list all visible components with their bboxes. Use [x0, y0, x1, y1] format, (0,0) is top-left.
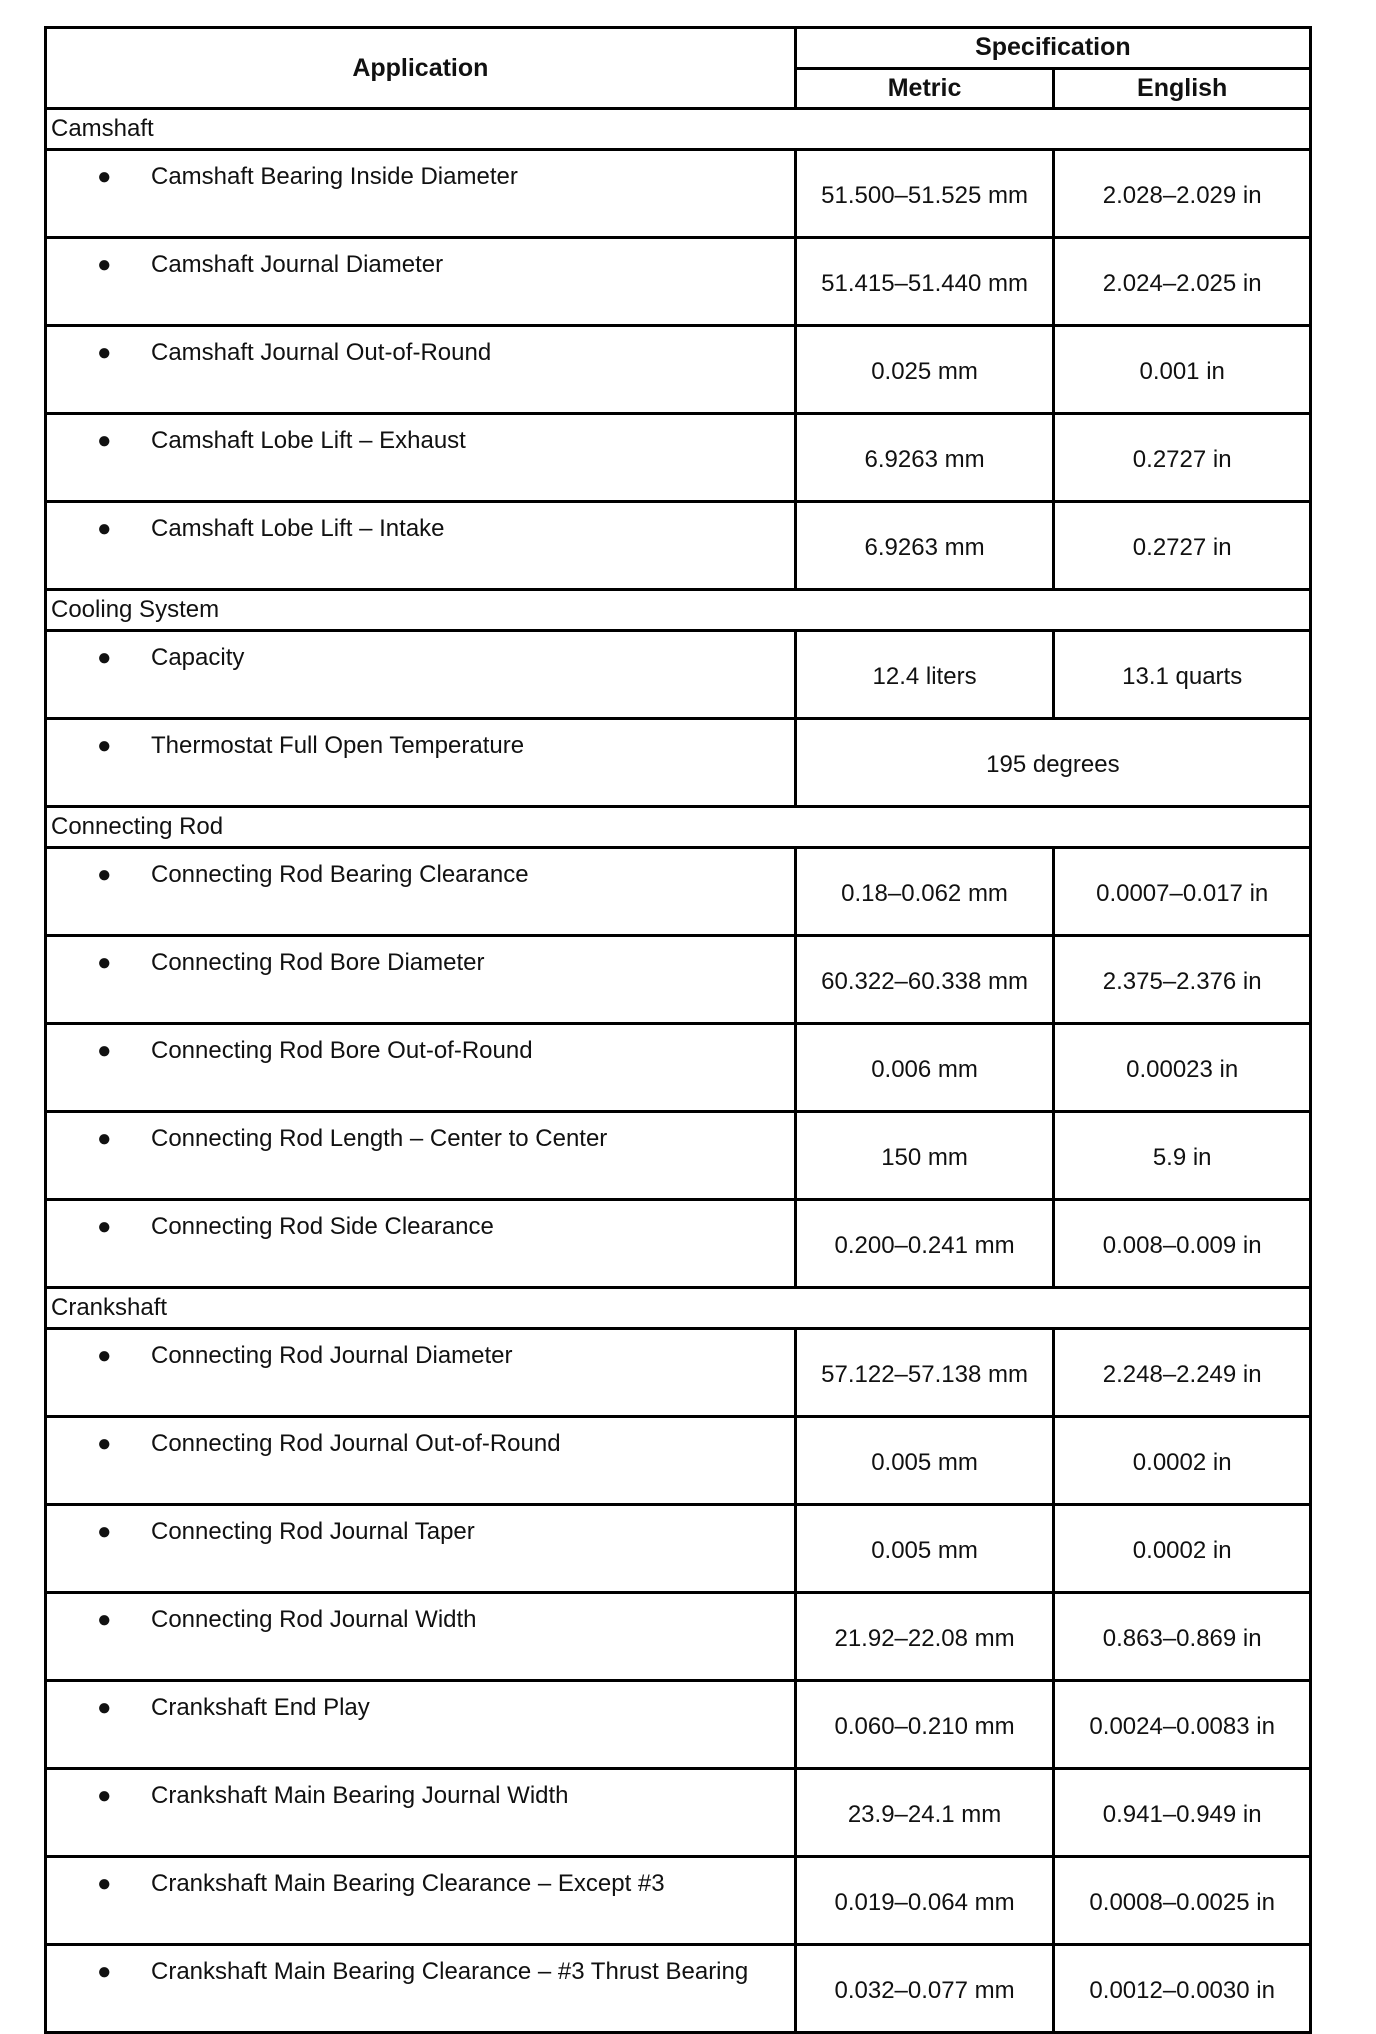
bullet-icon: ● [97, 515, 112, 542]
application-label: Capacity [151, 644, 245, 671]
section-row [46, 109, 1311, 150]
application-label: Camshaft Journal Out-of-Round [151, 339, 492, 366]
application-label: Connecting Rod Journal Taper [151, 1518, 475, 1545]
english-value-cell: 0.001 in [1054, 326, 1311, 414]
bullet-icon: ● [97, 949, 112, 976]
table-row [46, 1945, 1311, 2033]
bullet-icon: ● [97, 1782, 112, 1809]
english-value-cell: 0.0002 in [1054, 1505, 1311, 1593]
table-row [46, 1417, 1311, 1505]
application-label: Connecting Rod Length – Center to Center [151, 1125, 608, 1152]
metric-value-cell: 23.9–24.1 mm [795, 1769, 1054, 1857]
table-row [46, 719, 1311, 807]
table-row [46, 1200, 1311, 1288]
metric-value-cell: 6.9263 mm [795, 414, 1054, 502]
english-value-cell: 0.008–0.009 in [1054, 1200, 1311, 1288]
application-label: Camshaft Journal Diameter [151, 251, 444, 278]
application-label: Thermostat Full Open Temperature [151, 732, 525, 759]
metric-value-cell: 150 mm [795, 1112, 1054, 1200]
bullet-icon: ● [97, 861, 112, 888]
english-value-cell: 2.028–2.029 in [1054, 150, 1311, 238]
english-value-cell: 0.0012–0.0030 in [1054, 1945, 1311, 2033]
bullet-icon: ● [97, 1037, 112, 1064]
section-row [46, 590, 1311, 631]
section-title: Cooling System [46, 590, 1311, 631]
section-row [46, 807, 1311, 848]
application-label: Connecting Rod Bore Diameter [151, 949, 485, 976]
table-row [46, 936, 1311, 1024]
section-title: Connecting Rod [46, 807, 1311, 848]
application-cell [46, 1857, 796, 1945]
metric-value-cell: 6.9263 mm [795, 502, 1054, 590]
application-label: Camshaft Bearing Inside Diameter [151, 163, 518, 190]
english-value-cell: 0.941–0.949 in [1054, 1769, 1311, 1857]
english-value-cell: 0.0008–0.0025 in [1054, 1857, 1311, 1945]
application-label: Connecting Rod Bore Out-of-Round [151, 1037, 533, 1064]
application-cell [46, 1200, 796, 1288]
metric-value-cell: 12.4 liters [795, 631, 1054, 719]
table-row [46, 1112, 1311, 1200]
section-title: Crankshaft [46, 1288, 1311, 1329]
table-row [46, 1329, 1311, 1417]
bullet-icon: ● [97, 1518, 112, 1545]
english-value-cell: 13.1 quarts [1054, 631, 1311, 719]
metric-value-cell: 51.415–51.440 mm [795, 238, 1054, 326]
english-value-cell: 0.0002 in [1054, 1417, 1311, 1505]
application-cell [46, 502, 796, 590]
bullet-icon: ● [97, 1213, 112, 1240]
application-cell [46, 1593, 796, 1681]
application-cell [46, 1024, 796, 1112]
application-label: Connecting Rod Journal Out-of-Round [151, 1430, 561, 1457]
table-row [46, 1769, 1311, 1857]
table-header [46, 28, 1311, 109]
metric-header: Metric [795, 68, 1054, 109]
application-label: Connecting Rod Bearing Clearance [151, 861, 529, 888]
metric-value-cell: 21.92–22.08 mm [795, 1593, 1054, 1681]
metric-value-cell: 0.18–0.062 mm [795, 848, 1054, 936]
combined-value-cell: 195 degrees [795, 719, 1310, 807]
english-value-cell: 0.0024–0.0083 in [1054, 1681, 1311, 1769]
application-cell [46, 1417, 796, 1505]
application-cell [46, 631, 796, 719]
bullet-icon: ● [97, 732, 112, 759]
application-header: Application [46, 28, 796, 109]
metric-value-cell: 0.005 mm [795, 1417, 1054, 1505]
application-label: Connecting Rod Journal Width [151, 1606, 477, 1633]
section-row [46, 1288, 1311, 1329]
metric-value-cell: 0.006 mm [795, 1024, 1054, 1112]
application-cell [46, 936, 796, 1024]
metric-value-cell: 0.032–0.077 mm [795, 1945, 1054, 2033]
application-cell [46, 150, 796, 238]
application-cell [46, 1505, 796, 1593]
english-value-cell: 5.9 in [1054, 1112, 1311, 1200]
bullet-icon: ● [97, 1606, 112, 1633]
application-label: Camshaft Lobe Lift – Intake [151, 515, 445, 542]
table-row [46, 238, 1311, 326]
metric-value-cell: 0.060–0.210 mm [795, 1681, 1054, 1769]
table-row [46, 1505, 1311, 1593]
table-row [46, 414, 1311, 502]
metric-value-cell: 57.122–57.138 mm [795, 1329, 1054, 1417]
application-label: Connecting Rod Journal Diameter [151, 1342, 513, 1369]
english-value-cell: 0.2727 in [1054, 414, 1311, 502]
bullet-icon: ● [97, 251, 112, 278]
application-cell [46, 719, 796, 807]
bullet-icon: ● [97, 427, 112, 454]
application-cell [46, 1681, 796, 1769]
table-row [46, 1857, 1311, 1945]
metric-value-cell: 0.005 mm [795, 1505, 1054, 1593]
table-row [46, 1024, 1311, 1112]
bullet-icon: ● [97, 1342, 112, 1369]
bullet-icon: ● [97, 1430, 112, 1457]
table-row [46, 502, 1311, 590]
application-cell [46, 414, 796, 502]
bullet-icon: ● [97, 339, 112, 366]
bullet-icon: ● [97, 1694, 112, 1721]
application-cell [46, 1329, 796, 1417]
table-row [46, 326, 1311, 414]
application-cell [46, 326, 796, 414]
table-row [46, 1593, 1311, 1681]
english-value-cell: 0.0007–0.017 in [1054, 848, 1311, 936]
application-label: Crankshaft Main Bearing Clearance – Except #3 [151, 1870, 665, 1897]
metric-value-cell: 0.200–0.241 mm [795, 1200, 1054, 1288]
specification-table [44, 26, 1312, 2034]
bullet-icon: ● [97, 1958, 112, 1985]
table-body [46, 109, 1311, 2033]
application-label: Connecting Rod Side Clearance [151, 1213, 494, 1240]
application-label: Crankshaft End Play [151, 1694, 370, 1721]
metric-value-cell: 0.025 mm [795, 326, 1054, 414]
bullet-icon: ● [97, 1870, 112, 1897]
specification-header: Specification [795, 28, 1310, 69]
application-label: Crankshaft Main Bearing Clearance – #3 Thrust Bearing [151, 1958, 749, 1985]
application-label: Crankshaft Main Bearing Journal Width [151, 1782, 569, 1809]
table-row [46, 1681, 1311, 1769]
metric-value-cell: 51.500–51.525 mm [795, 150, 1054, 238]
english-value-cell: 0.00023 in [1054, 1024, 1311, 1112]
english-value-cell: 0.863–0.869 in [1054, 1593, 1311, 1681]
english-value-cell: 0.2727 in [1054, 502, 1311, 590]
application-cell [46, 1112, 796, 1200]
application-cell [46, 848, 796, 936]
english-value-cell: 2.024–2.025 in [1054, 238, 1311, 326]
english-header: English [1054, 68, 1311, 109]
bullet-icon: ● [97, 163, 112, 190]
english-value-cell: 2.375–2.376 in [1054, 936, 1311, 1024]
table-row [46, 150, 1311, 238]
application-cell [46, 1945, 796, 2033]
table-row [46, 848, 1311, 936]
application-cell [46, 238, 796, 326]
metric-value-cell: 0.019–0.064 mm [795, 1857, 1054, 1945]
metric-value-cell: 60.322–60.338 mm [795, 936, 1054, 1024]
application-cell [46, 1769, 796, 1857]
section-title: Camshaft [46, 109, 1311, 150]
bullet-icon: ● [97, 1125, 112, 1152]
english-value-cell: 2.248–2.249 in [1054, 1329, 1311, 1417]
bullet-icon: ● [97, 644, 112, 671]
application-label: Camshaft Lobe Lift – Exhaust [151, 427, 466, 454]
table-row [46, 631, 1311, 719]
